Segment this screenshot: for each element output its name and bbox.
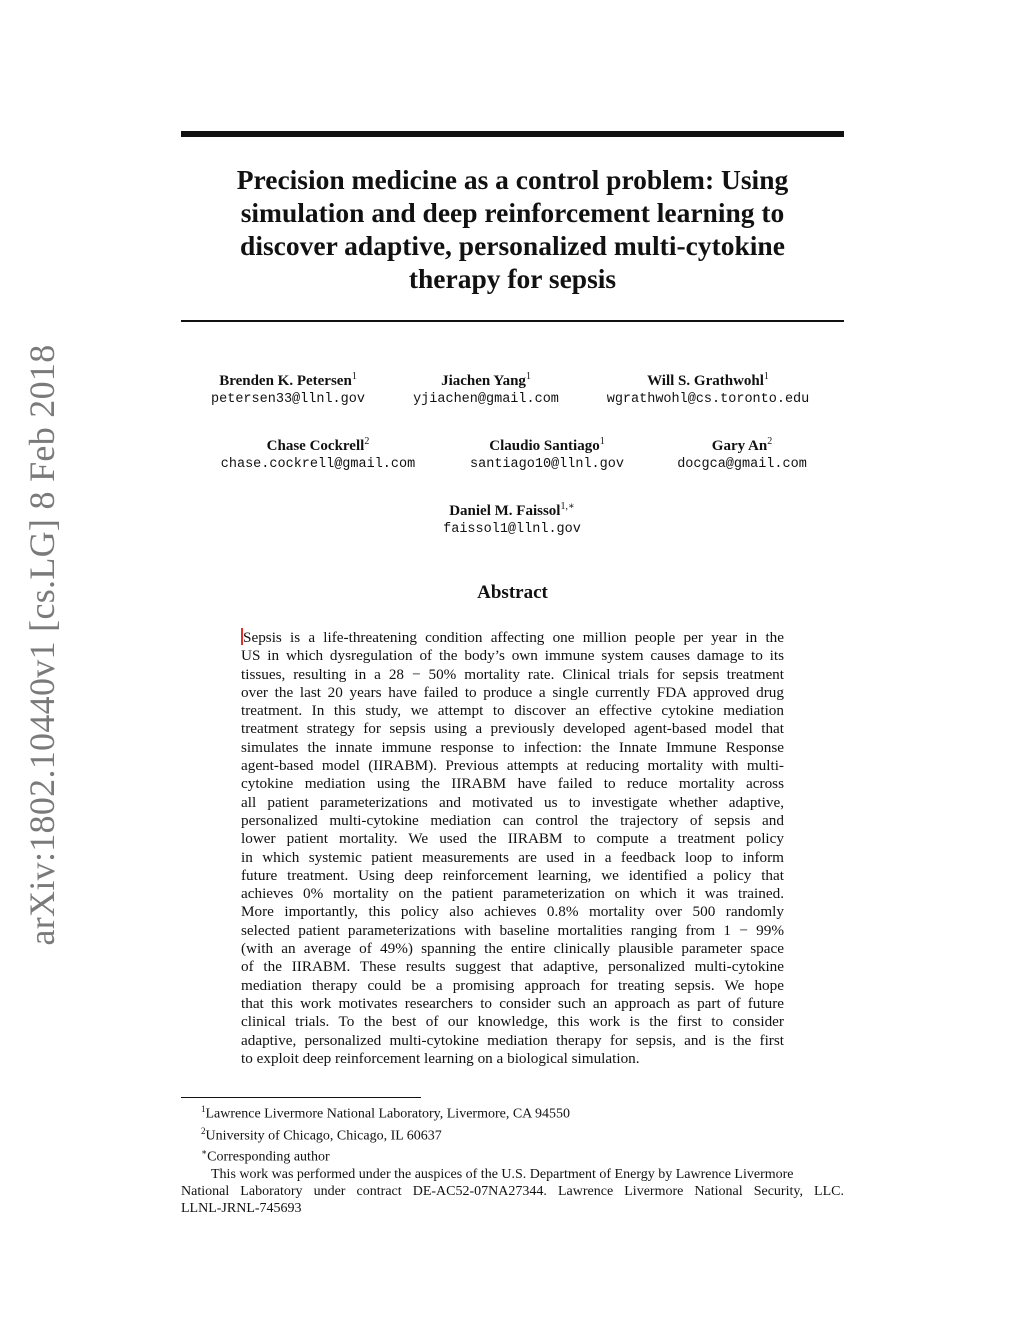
abstract-line: clinical trials. To the best of our knowledge, this work is the first to consider xyxy=(241,1013,784,1031)
footnotes xyxy=(181,1101,844,1217)
abstract-line: cytokine mediation using the IIRABM have failed to reduce mortality across xyxy=(241,775,784,793)
footnote-mark: 1 xyxy=(201,1104,206,1114)
abstract-line: agent-based model (IIRABM). Previous attempts at reducing mortality with multi- xyxy=(241,757,784,775)
author-name: Gary An xyxy=(711,438,768,454)
abstract-line: over the last 20 years have failed to produce a single currently FDA approved drug xyxy=(241,683,784,701)
abstract-heading: Abstract xyxy=(477,582,548,603)
footnote-rule xyxy=(181,1097,421,1098)
affiliation-mark: 1 xyxy=(525,371,531,382)
abstract-line: future treatment. Using deep reinforcement learning, we identified a policy that xyxy=(241,866,784,884)
title-line: simulation and deep reinforcement learning to xyxy=(240,197,785,228)
abstract-line: treatment strategy for sepsis using a previously developed agent-based model that xyxy=(241,720,784,738)
abstract-line: in which systemic patient measurements are used in a feedback loop to inform xyxy=(241,848,784,866)
author-block xyxy=(198,433,438,474)
abstract-line: US in which dysregulation of the body’s own immune system causes damage to its xyxy=(241,647,784,665)
abstract-line: treatment. In this study, we attempt to discover an effective cytokine mediation xyxy=(241,702,784,720)
abstract-line: adaptive, personalized multi-cytokine mediation therapy for sepsis, and is the first xyxy=(241,1031,784,1049)
funding-note-line: National Laboratory under contract DE-AC52-07NA27344. Lawrence Livermore National Security, LLC. xyxy=(181,1183,844,1199)
author-block xyxy=(392,498,632,539)
abstract-line: Sepsis is a life-threatening condition affecting one million people per year in the xyxy=(243,629,784,646)
author-name: Will S. Grathwohl xyxy=(647,373,764,389)
author-email: santiago10@llnl.gov xyxy=(470,457,624,472)
title-line: therapy for sepsis xyxy=(408,263,617,294)
abstract-line: to exploit deep reinforcement learning on a biological simulation. xyxy=(241,1049,640,1067)
author-name: Jiachen Yang xyxy=(441,373,526,389)
affiliation-mark: 1 xyxy=(351,371,357,382)
affiliation-mark: 1,∗ xyxy=(560,501,575,512)
author-email: chase.cockrell@gmail.com xyxy=(220,457,416,472)
author-name: Chase Cockrell xyxy=(266,438,365,454)
title-bottom-rule xyxy=(181,320,844,322)
author-email: wgrathwohl@cs.toronto.edu xyxy=(606,392,810,407)
abstract-line: of the IIRABM. These results suggest that adaptive, personalized multi-cytokine xyxy=(241,958,784,976)
funding-note-line: LLNL-JRNL-745693 xyxy=(181,1200,302,1216)
author-block xyxy=(366,368,606,409)
footnote-text: Corresponding author xyxy=(207,1149,330,1165)
affiliation-mark: 1 xyxy=(763,371,769,382)
author-email: docgca@gmail.com xyxy=(677,457,807,472)
paper-title xyxy=(181,163,844,295)
abstract-line: that this work motivates researchers to consider such an approach as part of future xyxy=(241,994,784,1012)
abstract-line: achieves 0% mortality on the patient parameterization on which it was trained. xyxy=(241,885,784,903)
abstract-body[interactable] xyxy=(241,628,784,1068)
funding-note-line: This work was performed under the auspices of the U.S. Department of Energy by Lawrence Livermore xyxy=(211,1166,794,1182)
author-email: faissol1@llnl.gov xyxy=(443,522,581,537)
footnote-mark: 2 xyxy=(201,1125,206,1136)
footnote-mark: ∗ xyxy=(201,1147,208,1158)
author-name: Daniel M. Faissol xyxy=(449,503,561,519)
title-line: discover adaptive, personalized multi-cytokine xyxy=(240,230,785,261)
footnote-text: Lawrence Livermore National Laboratory, Livermore, CA 94550 xyxy=(205,1106,571,1122)
footnote xyxy=(181,1144,844,1166)
author-name: Claudio Santiago xyxy=(489,438,600,454)
title-line: Precision medicine as a control problem: Using xyxy=(236,164,789,195)
arxiv-identifier-stamp: arXiv:1802.10440v1 [cs.LG] 8 Feb 2018 xyxy=(22,344,62,946)
footnote-text: University of Chicago, Chicago, IL 60637 xyxy=(205,1128,442,1144)
title-top-rule xyxy=(181,131,844,137)
abstract-line: all patient parameterizations and motivated us to investigate whether adaptive, xyxy=(241,793,784,811)
abstract-line: selected patient parameterizations with baseline mortalities ranging from 1 − 99% xyxy=(241,921,784,939)
abstract-line: personalized multi-cytokine mediation can control the trajectory of sepsis and xyxy=(241,811,784,829)
abstract-line: More importantly, this policy also achieves 0.8% mortality over 500 randomly xyxy=(241,903,784,921)
abstract-line: tissues, resulting in a 28 − 50% mortality rate. Clinical trials for sepsis treatment xyxy=(241,665,784,683)
abstract-line: mediation therapy could be a promising approach for treating sepsis. We hope xyxy=(241,976,784,994)
abstract-line: (with an average of 49%) spanning the entire clinically plausible parameter space xyxy=(241,940,784,958)
affiliation-mark: 1 xyxy=(599,436,605,447)
affiliation-mark: 2 xyxy=(364,436,370,447)
footnote xyxy=(181,1101,844,1123)
author-email: petersen33@llnl.gov xyxy=(211,392,365,407)
abstract-line: lower patient mortality. We used the IIRABM to compute a treatment policy xyxy=(241,830,784,848)
author-block xyxy=(622,433,862,474)
footnote xyxy=(181,1123,844,1145)
author-block xyxy=(588,368,828,409)
author-name: Brenden K. Petersen xyxy=(219,373,352,389)
abstract-line: simulates the innate immune response to infection: the Innate Immune Response xyxy=(241,738,784,756)
affiliation-mark: 2 xyxy=(767,436,773,447)
author-email: yjiachen@gmail.com xyxy=(413,392,559,407)
